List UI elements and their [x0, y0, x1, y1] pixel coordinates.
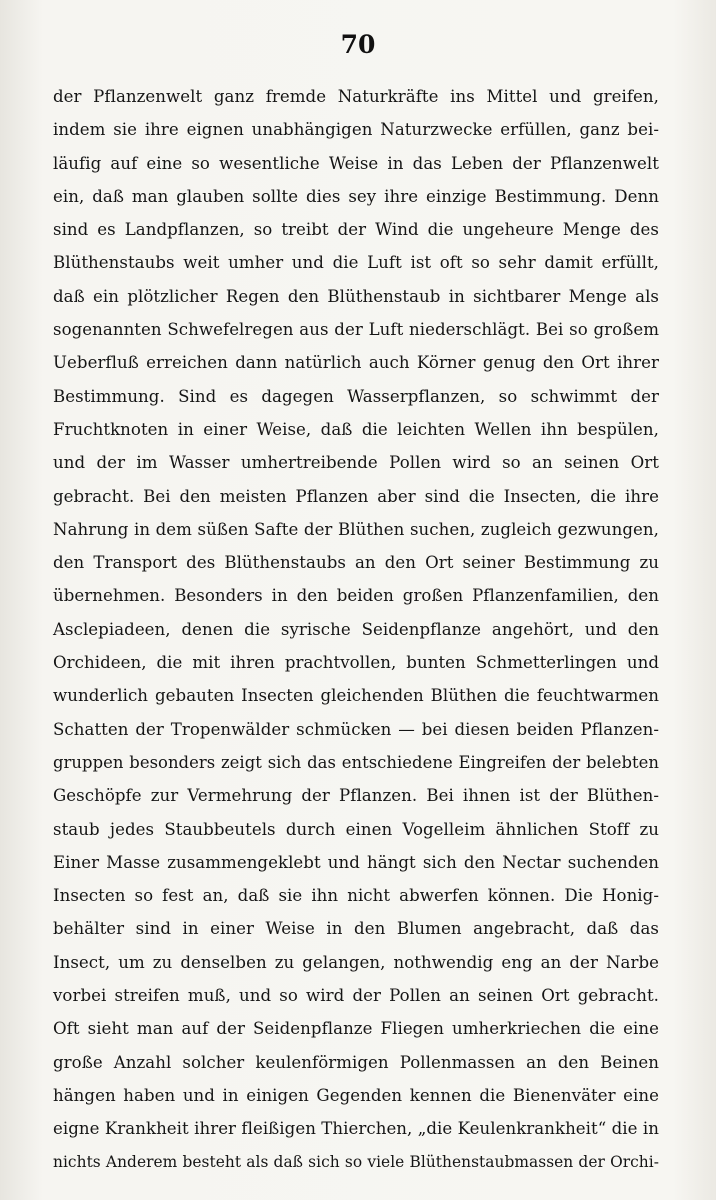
text-line: und der im Wasser umhertreibende Pollen wird so an seinen Ort	[53, 453, 659, 473]
text-line: vorbei streifen muß, und so wird der Pollen an seinen Ort gebracht.	[53, 986, 659, 1006]
text-line: gebracht. Bei den meisten Pflanzen aber sind die Insecten, die ihre	[53, 486, 659, 506]
text-line: ein, daß man glauben sollte dies sey ihre einzige Bestimmung. Denn	[53, 186, 659, 206]
text-line: Asclepiadeen, denen die syrische Seidenpflanze angehört, und den	[53, 619, 659, 639]
text-line: der Pflanzenwelt ganz fremde Naturkräfte ins Mittel und greifen,	[53, 87, 659, 106]
body-text	[53, 80, 659, 1179]
text-line: staub jedes Staubbeutels durch einen Vogelleim ähnlichen Stoff zu	[53, 819, 659, 839]
text-line: Insect, um zu denselben zu gelangen, nothwendig eng an der Narbe	[53, 952, 659, 972]
text-line: indem sie ihre eignen unabhängigen Naturzwecke erfüllen, ganz bei-	[53, 120, 659, 140]
text-line: Insecten so fest an, daß sie ihn nicht abwerfen können. Die Honig-	[53, 886, 659, 906]
page-number: 70	[340, 30, 376, 59]
text-line: große Anzahl solcher keulenförmigen Pollenmassen an den Beinen	[53, 1052, 659, 1072]
text-line: Ueberfluß erreichen dann natürlich auch Körner genug den Ort ihrer	[53, 353, 659, 373]
text-line: Bestimmung. Sind es dagegen Wasserpflanzen, so schwimmt der	[53, 386, 659, 406]
text-line: gruppen besonders zeigt sich das entschiedene Eingreifen der belebten	[53, 752, 659, 772]
text-line: hängen haben und in einigen Gegenden kennen die Bienenväter eine	[53, 1085, 659, 1105]
text-line: Schatten der Tropenwälder schmücken — bei diesen beiden Pflanzen-	[53, 719, 659, 739]
text-line: wunderlich gebauten Insecten gleichenden Blüthen die feuchtwarmen	[53, 686, 659, 706]
text-line: übernehmen. Besonders in den beiden großen Pflanzenfamilien, den	[53, 586, 659, 606]
text-line: Geschöpfe zur Vermehrung der Pflanzen. Bei ihnen ist der Blüthen-	[53, 786, 659, 806]
text-line: läufig auf eine so wesentliche Weise in das Leben der Pflanzenwelt	[53, 153, 659, 173]
text-line: Nahrung in dem süßen Safte der Blüthen suchen, zugleich gezwungen,	[53, 519, 659, 539]
text-line: Blüthenstaubs weit umher und die Luft ist oft so sehr damit erfüllt,	[53, 253, 659, 273]
text-line: sind es Landpflanzen, so treibt der Wind die ungeheure Menge des	[53, 220, 659, 240]
text-line: sogenannten Schwefelregen aus der Luft niederschlägt. Bei so großem	[53, 320, 659, 340]
text-line: eigne Krankheit ihrer fleißigen Thierchen, „die Keulenkrankheit“ die in	[53, 1119, 659, 1139]
text-line: daß ein plötzlicher Regen den Blüthenstaub in sichtbarer Menge als	[53, 286, 659, 306]
text-line: behälter sind in einer Weise in den Blumen angebracht, daß das	[53, 919, 659, 939]
text-line: Fruchtknoten in einer Weise, daß die leichten Wellen ihn bespülen,	[53, 419, 659, 439]
text-line: Oft sieht man auf der Seidenpflanze Fliegen umherkriechen die eine	[53, 1019, 659, 1039]
text-line: nichts Anderem besteht als daß sich so viele Blüthenstaubmassen der Orchi-	[53, 1152, 659, 1171]
text-line: den Transport des Blüthenstaubs an den Ort seiner Bestimmung zu	[53, 553, 659, 573]
text-line: Orchideen, die mit ihren prachtvollen, bunten Schmetterlingen und	[53, 653, 659, 673]
text-line: Einer Masse zusammengeklebt und hängt sich den Nectar suchenden	[53, 852, 659, 872]
